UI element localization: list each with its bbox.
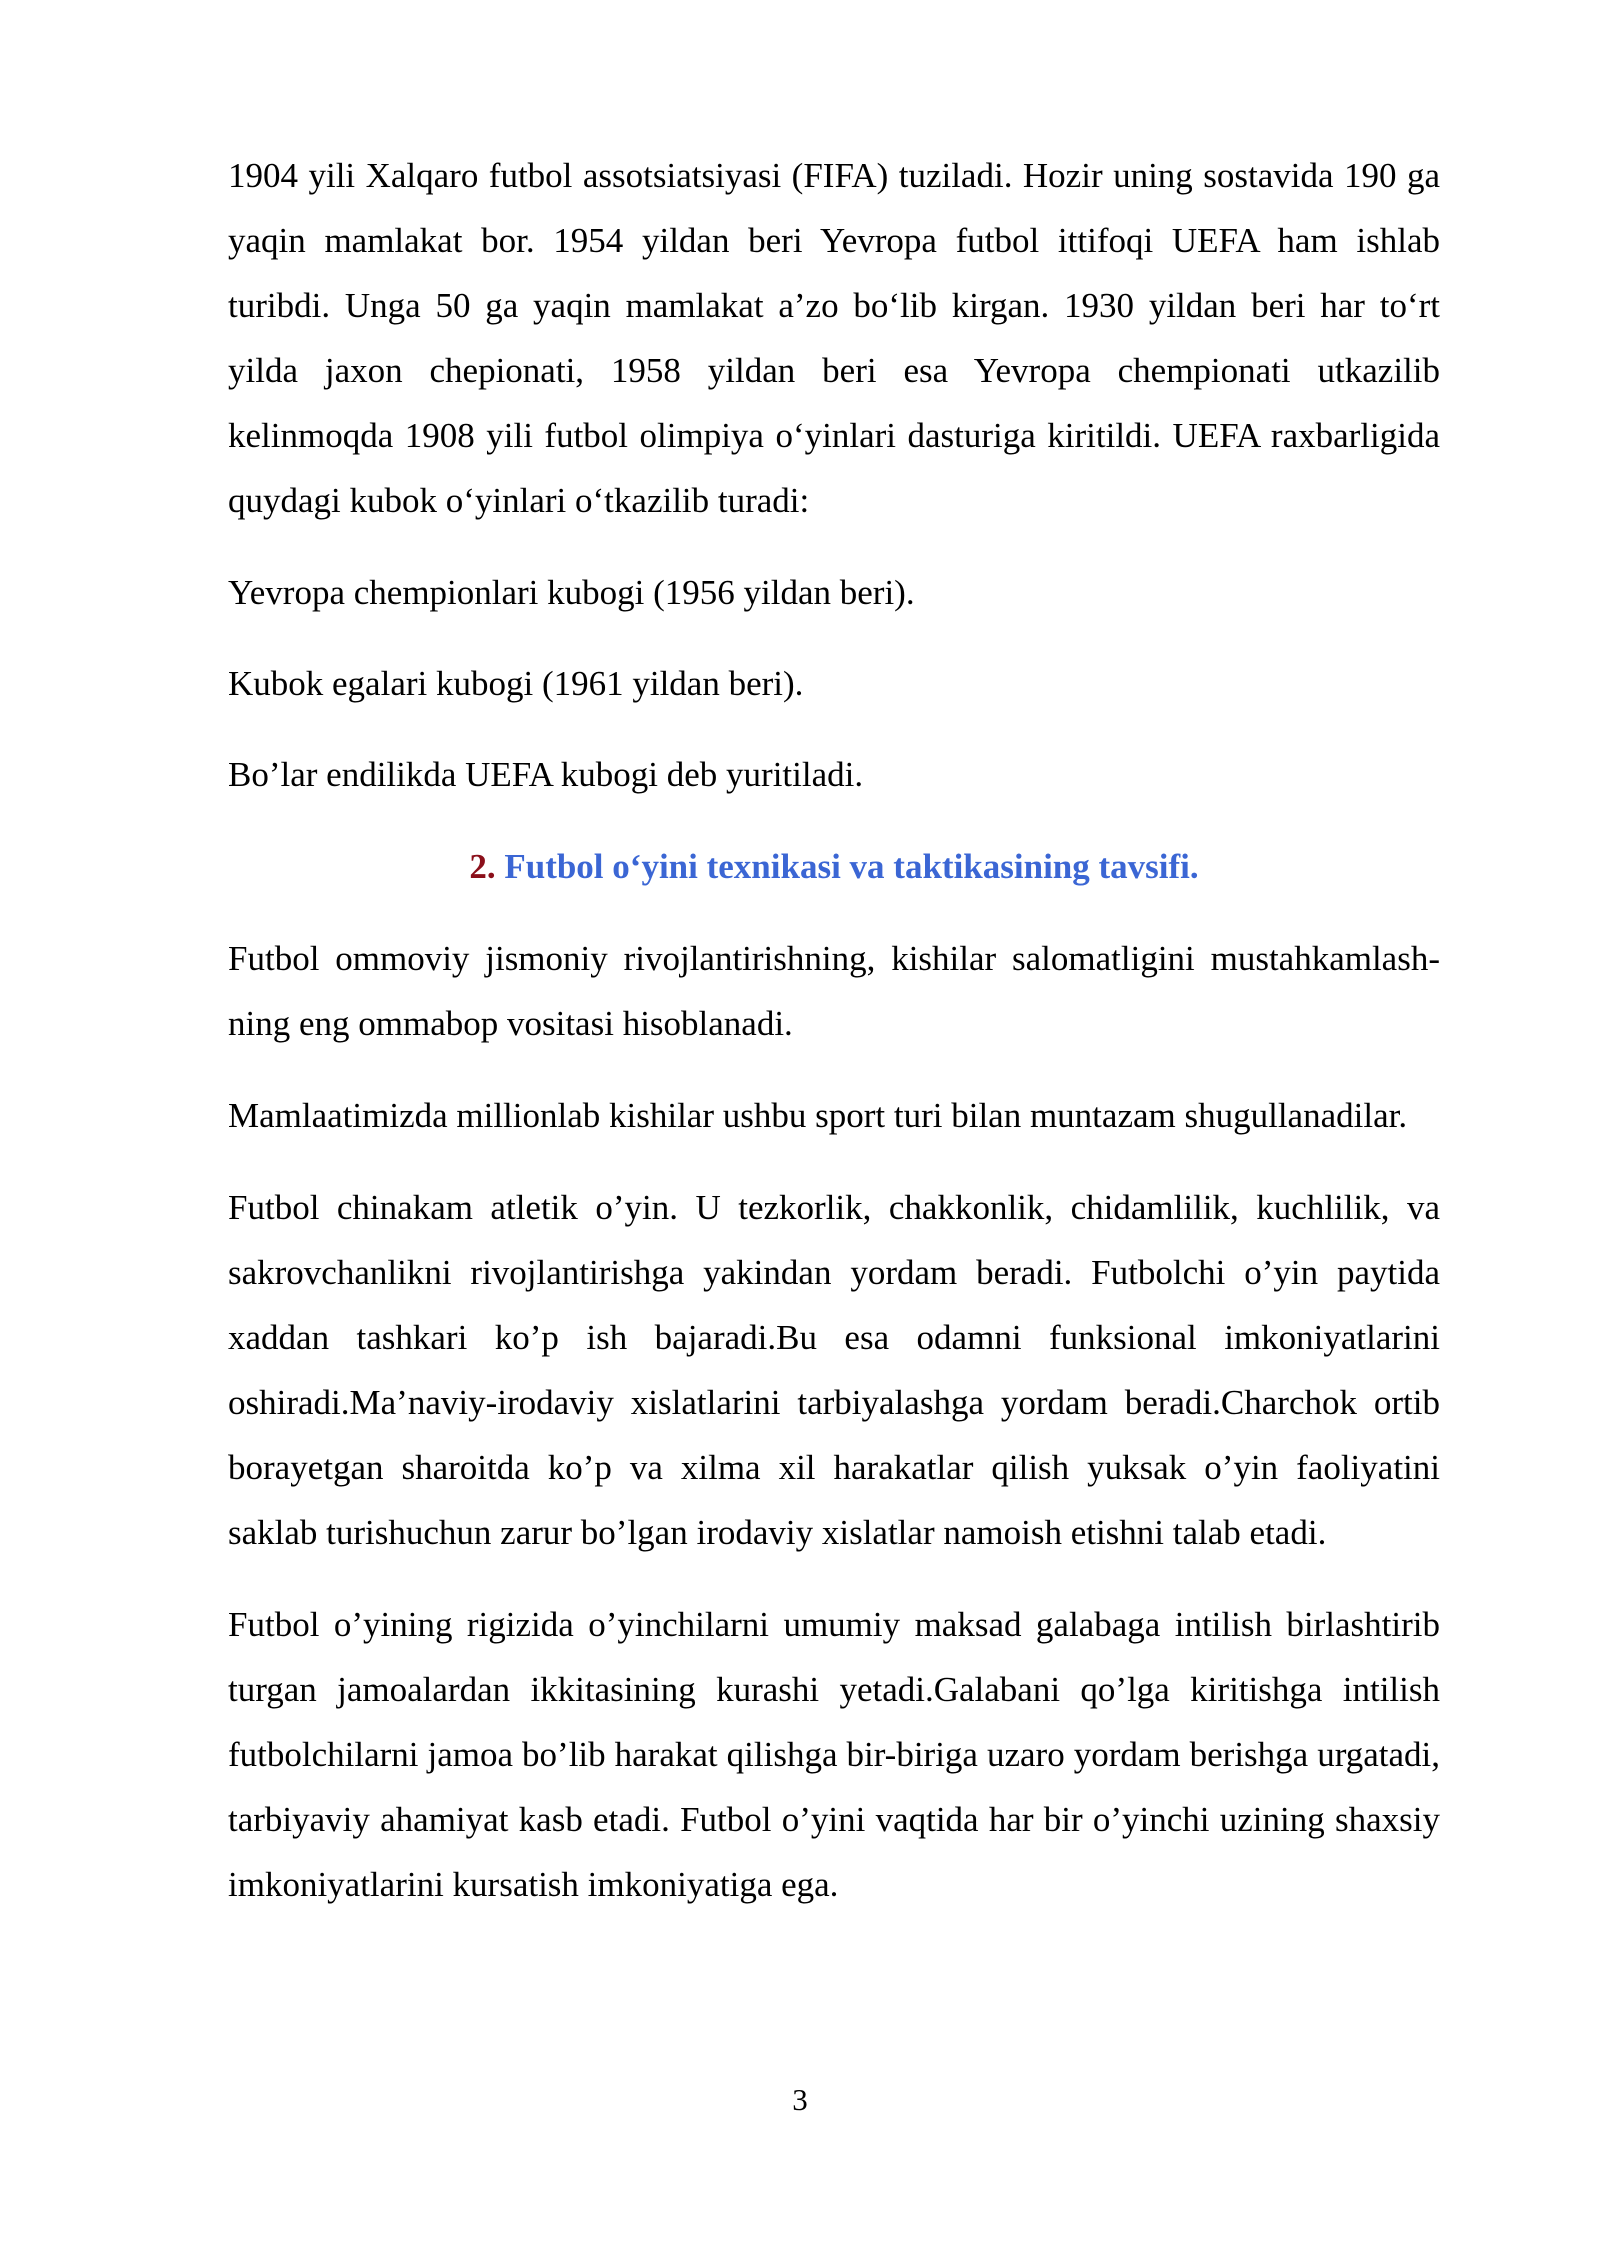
paragraph-cup-winners-cup: Kubok egalari kubogi (1961 yildan beri). xyxy=(228,664,804,703)
document-page xyxy=(228,143,1440,1917)
paragraph-athletic-game: Futbol chinakam atletik o’yin. U tezkorlik, chakkonlik, chidamlilik, kuchlilik, va sakrovchanlikni rivojlantirishga yakindan yordam beradi. Futbolchi o’yin paytida xaddan tashkari ko’p ish bajaradi.Bu esa odamni funksional imkoniyatlarini oshiradi.Ma’naviy-irodaviy xislatlarini tarbiyalashga yordam beradi.Charchok ortib borayetgan sharoitda ko’p va xilma xil harakatlar qilish yuksak o’yin faoliyatini saklab turishuchun zarur bo’lgan irodaviy xislatlar namoish etishni talab etadi. xyxy=(228,1188,1440,1552)
paragraph-millions-play: Mamlaatimizda millionlab kishilar ushbu sport turi bilan muntazam shugullanadilar. xyxy=(228,1096,1408,1135)
section-title: Futbol o‘yini texnikasi va taktikasining tavsifi. xyxy=(504,847,1199,886)
paragraph-team-struggle: Futbol o’yining rigizida o’yinchilarni umumiy maksad galabaga intilish birlashtirib turgan jamoalardan ikkitasining kurashi yetadi.Galabani qo’lga kiritishga intilish futbolchilarni jamoa bo’lib harakat qilishga bir-biriga uzaro yordam berishga urgatadi, tarbiyaviy ahamiyat kasb etadi. Futbol o’yini vaqtida har bir o’yinchi uzining shaxsiy imkoniyatlarini kursatish imkoniyatiga ega. xyxy=(228,1605,1440,1904)
section-number: 2. xyxy=(469,847,496,886)
paragraph-fifa-history: 1904 yili Xalqaro futbol assotsiatsiyasi (FIFA) tuziladi. Hozir uning sostavida 190 ga yaqin mamlakat bor. 1954 yildan beri Yevropa futbol ittifoqi UEFA ham ishlab turibdi. Unga 50 ga yaqin mamlakat a’zo bo‘lib kirgan. 1930 yildan beri har to‘rt yilda jaxon chepionati, 1958 yildan beri esa Yevropa chempionati utkazilib kelinmoqda 1908 yili futbol olimpiya o‘yinlari dasturiga kiritildi. UEFA raxbarligida quydagi kubok o‘yinlari o‘tkazilib turadi: xyxy=(228,156,1440,520)
paragraph-european-champions-cup: Yevropa chempionlari kubogi (1956 yildan beri). xyxy=(228,573,915,612)
paragraph-uefa-cup: Bo’lar endilikda UEFA kubogi deb yuritiladi. xyxy=(228,755,864,794)
page-number: 3 xyxy=(792,2082,808,2117)
paragraph-football-mass-sport: Futbol ommoviy jismoniy rivojlantirishning, kishilar salomatligini mustahkamlash-ning eng ommabop vositasi hisoblanadi. xyxy=(228,939,1440,1043)
section-heading xyxy=(228,834,1440,899)
